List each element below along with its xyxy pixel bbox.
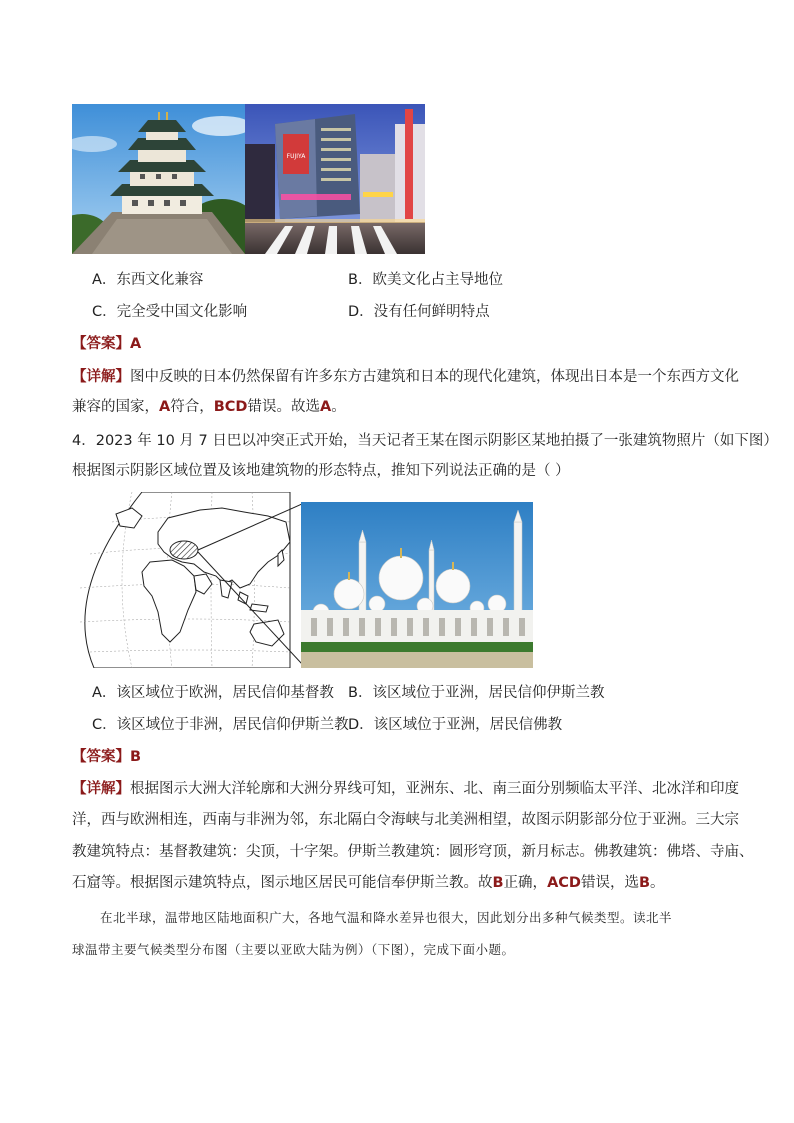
detail-text: 图中反映的日本仍然保留有许多东方古建筑和日本的现代化建筑，体现出日本是一个东西方文化 [130, 369, 739, 385]
q3-option-a: A．东西文化兼容 [92, 272, 204, 288]
detail-tag: 【详解】 [72, 369, 130, 385]
world-map-figure [72, 492, 302, 668]
detail-text: 正确， [503, 875, 548, 891]
answer-tag: 【答案】 [72, 749, 130, 765]
detail-highlight: B [492, 875, 504, 891]
detail-text: 。 [331, 399, 346, 415]
q3-detail-line-2 [72, 397, 346, 417]
detail-text: 。 [650, 875, 665, 891]
q4-detail-line-4 [72, 873, 665, 893]
detail-text: 兼容的国家， [72, 399, 159, 415]
q4-option-d: D．该区域位于亚洲，居民信佛教 [348, 717, 563, 733]
detail-highlight: B [638, 875, 651, 891]
detail-text: 错误，选 [580, 875, 639, 891]
answer-value: A [130, 336, 142, 352]
detail-text: 根据图示大洲大洋轮廓和大洲分界线可知，亚洲东、北、南三面分别频临太平洋、北冰洋和印度 [130, 781, 739, 797]
answer-tag: 【答案】 [72, 336, 130, 352]
detail-highlight: BCD [213, 399, 248, 415]
modern-city-street-photo [245, 104, 425, 254]
q3-detail-line-1 [72, 367, 739, 387]
shaded-region [170, 541, 198, 559]
q3-option-b: B．欧美文化占主导地位 [348, 272, 503, 288]
japanese-castle-photo [72, 104, 245, 254]
q4-detail-line-2: 洋，西与欧洲相连，西南与非洲为邻，东北隔白令海峡与北美洲相望，故图示阴影部分位于亚洲。三大宗 [72, 812, 739, 828]
detail-highlight: A [159, 399, 171, 415]
answer-value: B [130, 749, 142, 765]
detail-text: 错误。故选 [247, 399, 320, 415]
mosque-photo [301, 502, 533, 668]
store-sign-text: FUJIYA [286, 153, 306, 160]
q3-answer [72, 334, 141, 354]
q4-answer [72, 747, 141, 767]
detail-text: 符合， [170, 399, 214, 415]
q3-option-d: D．没有任何鲜明特点 [348, 304, 490, 320]
q4-detail-line-1 [72, 779, 739, 799]
detail-text: 石窟等。根据图示建筑特点，图示地区居民可能信奉伊斯兰教。故 [72, 875, 493, 891]
q4-option-a: A．该区域位于欧洲，居民信仰基督教 [92, 685, 334, 701]
detail-highlight: ACD [547, 875, 581, 891]
q4-option-b: B．该区域位于亚洲，居民信仰伊斯兰教 [348, 685, 605, 701]
detail-highlight: A [319, 399, 332, 415]
q4-stem-line-1: 4．2023 年 10 月 7 日巴以冲突正式开始，当天记者王某在图示阴影区某地拍摄了一张建筑物照片（如下图） [72, 433, 778, 449]
q4-option-c: C．该区域位于非洲，居民信仰伊斯兰教 [92, 717, 349, 733]
detail-tag: 【详解】 [72, 781, 130, 797]
q3-option-c: C．完全受中国文化影响 [92, 304, 248, 320]
intro-line-2: 球温带主要气候类型分布图（主要以亚欧大陆为例）（下图），完成下面小题。 [72, 942, 515, 957]
q4-detail-line-3: 教建筑特点：基督教建筑：尖顶，十字架。伊斯兰教建筑：圆形穹顶，新月标志。佛教建筑：佛塔、寺庙、 [72, 844, 754, 860]
intro-line-1: 在北半球，温带地区陆地面积广大，各地气温和降水差异也很大，因此划分出多种气候类型。读北半 [100, 910, 673, 925]
q4-stem-line-2: 根据图示阴影区域位置及该地建筑物的形态特点，推知下列说法正确的是（ ） [72, 463, 570, 479]
